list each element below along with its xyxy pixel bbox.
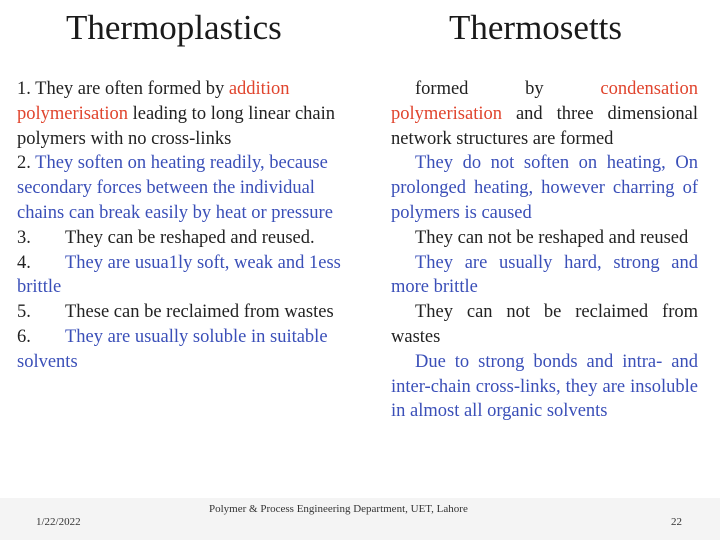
point-text: They soften on heating readily, because secondary forces between the individual chains can break easily by heat or pressure	[17, 153, 333, 223]
thermosetts-point-2: They do not soften on heating, On prolonged heating, however charring of polymers is caused	[391, 153, 698, 223]
thermosetts-point-1	[391, 77, 698, 151]
point-number: 1.	[17, 79, 31, 99]
thermosetts-point-5: They can not be reclaimed from wastes	[391, 302, 698, 347]
point-text: They can be reshaped and reused.	[65, 227, 315, 248]
thermoplastics-point-5	[17, 300, 357, 325]
footer-date: 1/22/2022	[36, 516, 81, 528]
thermoplastics-point-2	[17, 151, 357, 225]
thermoplastics-point-4	[17, 251, 357, 301]
point-number: 3.	[17, 227, 31, 248]
slide-footer	[0, 498, 720, 540]
thermoplastics-point-3	[17, 226, 357, 251]
point-text: and three dimensional network structures are formed	[391, 103, 698, 149]
page-number: 22	[671, 516, 682, 528]
point-text: leading to long linear chain polymers with no cross-links	[17, 103, 336, 149]
point-text: They are usua1ly soft, weak and 1ess brittle	[17, 252, 341, 298]
point-text: formed by	[415, 79, 601, 99]
point-text: They are often formed by	[30, 79, 229, 99]
footer-organization: Polymer & Process Engineering Department, UET, Lahore	[209, 503, 468, 515]
thermoplastics-point-1	[17, 77, 357, 151]
title-thermosetts: Thermosetts	[449, 8, 623, 47]
title-thermoplastics: Thermoplastics	[66, 8, 282, 47]
thermosetts-point-3: They can not be reshaped and reused	[415, 227, 689, 248]
point-number: 5.	[17, 302, 31, 323]
thermosetts-point-6: Due to strong bonds and intra- and inter-chain cross-links, they are insoluble in almost all organic solvents	[391, 351, 698, 422]
point-text: They are usually soluble in suitable solvents	[17, 326, 328, 372]
polymerisation-highlight: polymerisation	[17, 103, 128, 124]
point-number: 6.	[17, 326, 31, 347]
condensation-highlight: condensation	[600, 79, 698, 99]
polymerisation-highlight: polymerisation	[391, 103, 502, 124]
point-text: These can be reclaimed from wastes	[65, 302, 334, 323]
thermoplastics-column	[17, 77, 357, 375]
point-number: 2.	[17, 153, 31, 174]
thermoplastics-point-6	[17, 325, 357, 375]
point-number: 4.	[17, 252, 31, 273]
thermosetts-column	[391, 77, 698, 424]
thermosetts-point-4: They are usually hard, strong and more brittle	[391, 252, 698, 298]
addition-highlight: addition	[228, 79, 290, 99]
